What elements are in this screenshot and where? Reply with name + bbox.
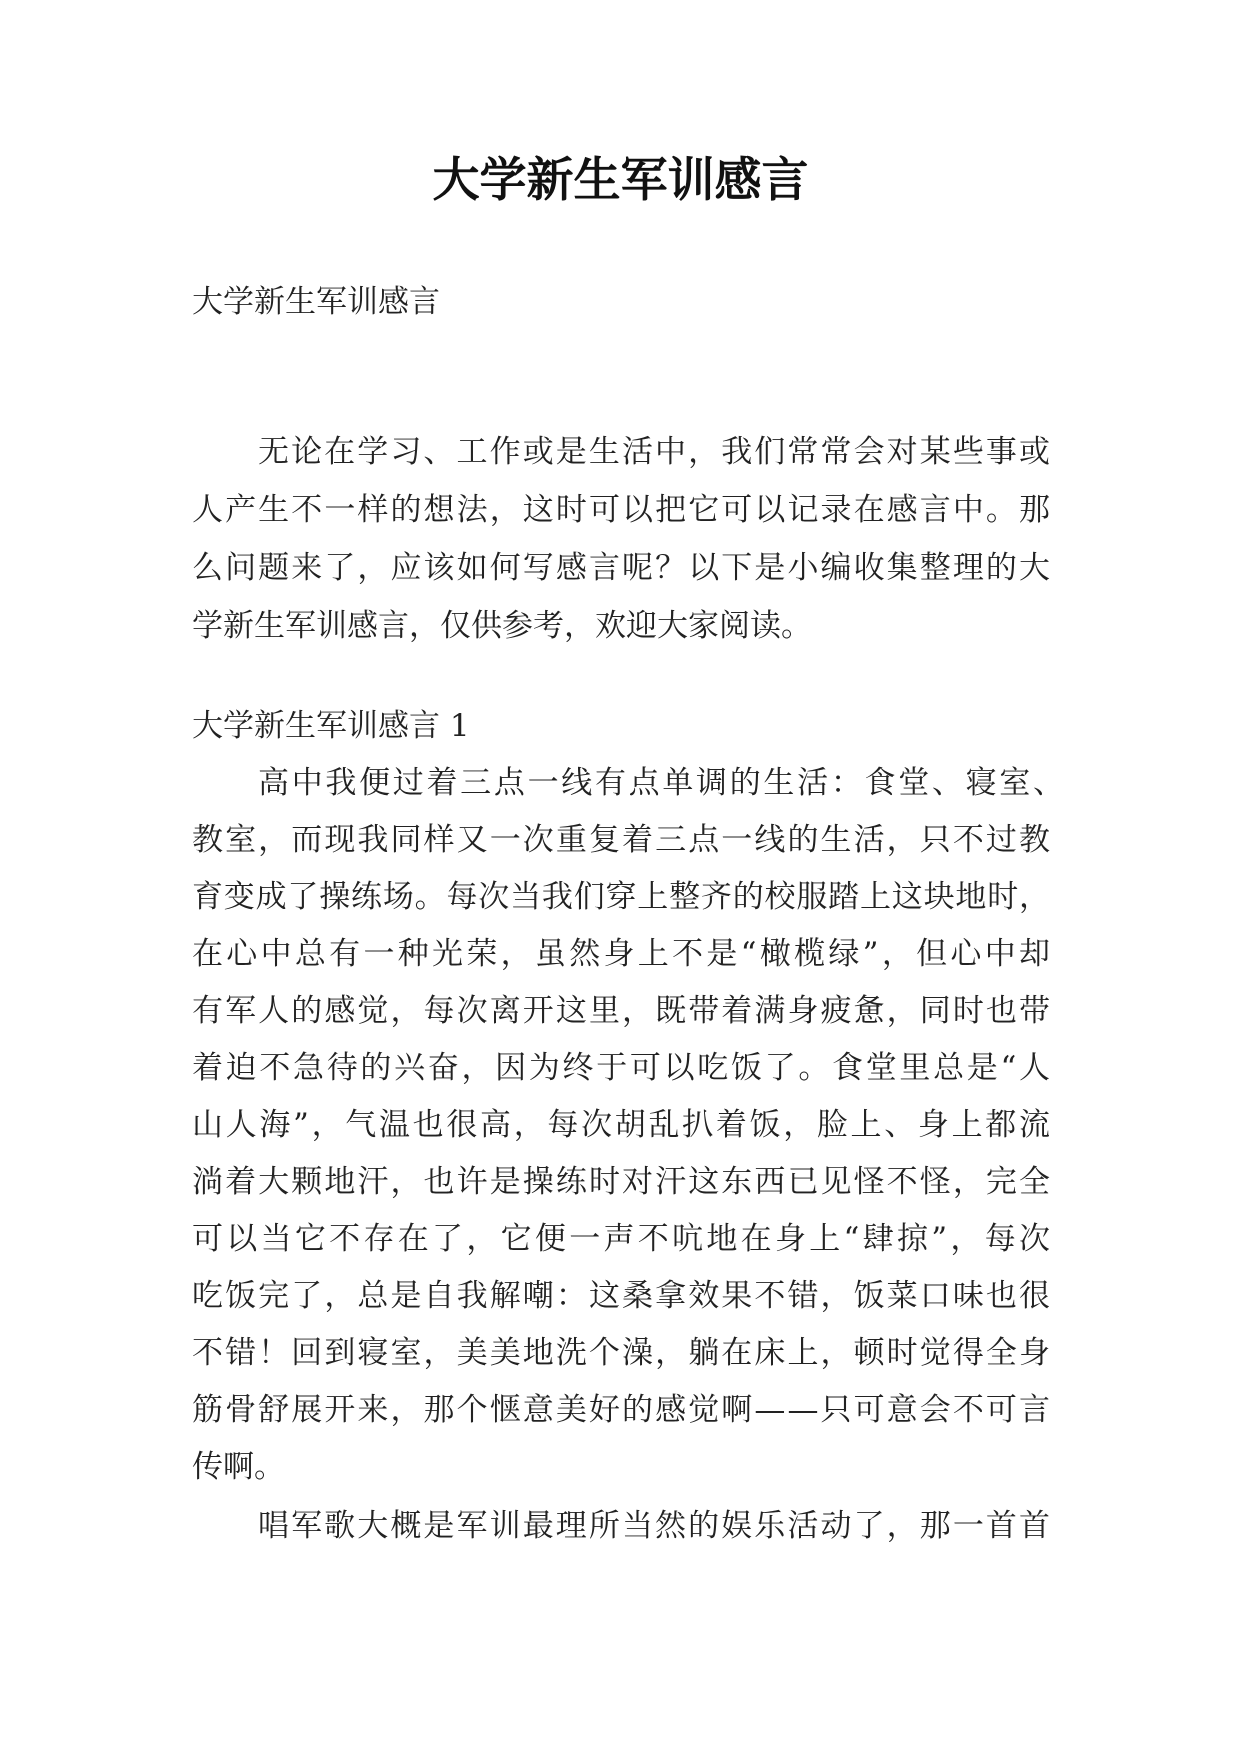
paragraph-line: 可以当它不存在了，它便一声不吭地在身上“肆掠”，每次 xyxy=(192,1221,1054,1257)
paragraph-line: 吃饭完了，总是自我解嘲：这桑拿效果不错，饭菜口味也很 xyxy=(192,1278,1053,1314)
intro-line: 学新生军训感言，仅供参考，欢迎大家阅读。 xyxy=(192,608,812,644)
paragraph-line: 传啊。 xyxy=(192,1449,285,1485)
intro-line: 么问题来了，应该如何写感言呢？以下是小编收集整理的大 xyxy=(192,550,1053,586)
intro-line: 无论在学习、工作或是生活中，我们常常会对某些事或 xyxy=(258,434,1053,470)
paragraph-line: 教室，而现我同样又一次重复着三点一线的生活，只不过教 xyxy=(192,822,1053,858)
paragraph-line: 着迫不急待的兴奋，因为终于可以吃饭了。食堂里总是“人 xyxy=(192,1050,1053,1086)
paragraph-line: 在心中总有一种光荣，虽然身上不是“橄榄绿”，但心中却 xyxy=(192,936,1054,972)
section-heading: 大学新生军训感言 1 xyxy=(192,708,470,744)
paragraph-line: 淌着大颗地汗，也许是操练时对汗这东西已见怪不怪，完全 xyxy=(192,1164,1053,1200)
intro-line: 人产生不一样的想法，这时可以把它可以记录在感言中。那 xyxy=(192,492,1053,528)
paragraph-line: 山人海”，气温也很高，每次胡乱扒着饭，脸上、身上都流 xyxy=(192,1107,1053,1143)
paragraph-line: 唱军歌大概是军训最理所当然的娱乐活动了，那一首首 xyxy=(258,1508,1053,1544)
document-title: 大学新生军训感言 xyxy=(432,153,809,208)
subheading: 大学新生军训感言 xyxy=(192,284,440,320)
paragraph-line: 育变成了操练场。每次当我们穿上整齐的校服踏上这块地时， xyxy=(192,879,1051,915)
paragraph-line: 高中我便过着三点一线有点单调的生活：食堂、寝室、 xyxy=(258,765,1067,801)
paragraph-line: 有军人的感觉，每次离开这里，既带着满身疲惫，同时也带 xyxy=(192,993,1053,1029)
paragraph-line: 不错！回到寝室，美美地洗个澡，躺在床上，顿时觉得全身 xyxy=(192,1335,1053,1371)
paragraph-line: 筋骨舒展开来，那个惬意美好的感觉啊——只可意会不可言 xyxy=(192,1392,1053,1428)
